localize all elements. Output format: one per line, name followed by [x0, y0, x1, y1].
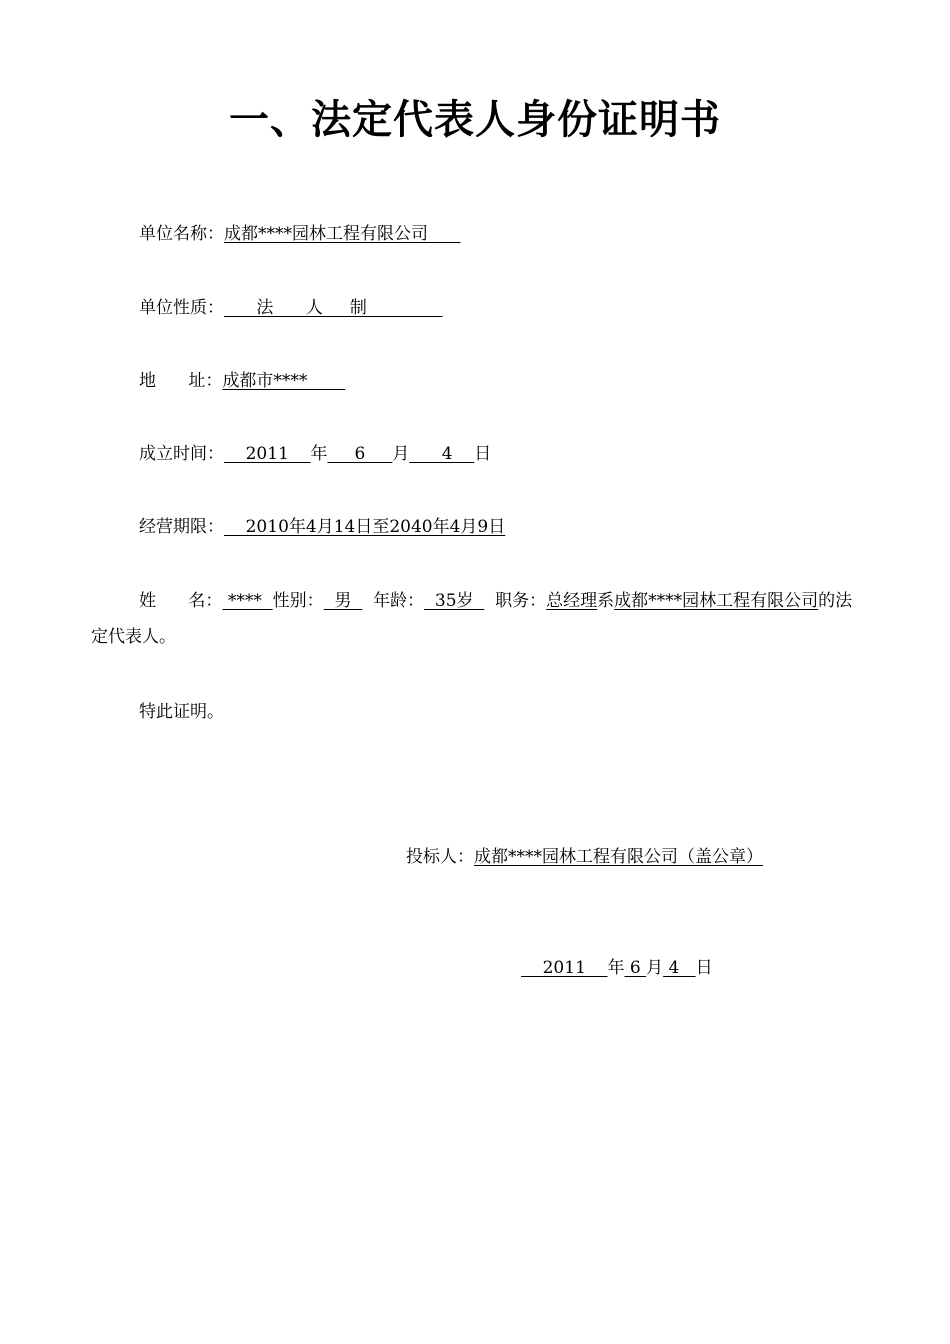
established-year: 2011 [224, 444, 311, 464]
unit-nature-row [139, 296, 443, 320]
sign-date-day-unit: 日 [695, 958, 713, 978]
certify-text: 特此证明。 [139, 702, 224, 722]
term-value: 2010年4月14日至2040年4月9日 [224, 517, 506, 537]
established-label: 成立时间： [139, 444, 224, 464]
address-value: 成都市**** [222, 371, 346, 391]
bidder-label: 投标人： [406, 847, 474, 867]
person-company-value: 成都****园林工程有限公司 [614, 591, 819, 611]
person-position-label: 职务： [484, 591, 547, 611]
bidder-row [406, 845, 763, 869]
sign-date-month-unit: 月 [646, 958, 664, 978]
term-row [139, 515, 505, 539]
established-year-unit: 年 [310, 444, 328, 464]
sign-date-year-unit: 年 [607, 958, 625, 978]
established-month: 6 [327, 444, 393, 464]
address-row [139, 369, 345, 393]
sign-date-month: 6 [624, 958, 647, 978]
person-name-value: **** [222, 591, 273, 611]
established-row [139, 442, 491, 466]
sign-date-day: 4 [663, 958, 696, 978]
sign-date-row [521, 956, 713, 980]
person-age-value: 35岁 [424, 591, 485, 611]
unit-name-label: 单位名称： [139, 224, 224, 244]
person-paragraph [91, 583, 861, 655]
bidder-value: 成都****园林工程有限公司（盖公章） [474, 847, 763, 867]
person-gender-value: 男 [323, 591, 363, 611]
sign-date-year: 2011 [521, 958, 608, 978]
person-age-label: 年龄： [362, 591, 425, 611]
term-label: 经营期限： [139, 517, 224, 537]
person-relation-text: 系 [597, 591, 615, 611]
unit-nature-value: 法 人 制 [224, 298, 443, 318]
person-suffix: 的法定代表人。 [91, 591, 853, 647]
unit-nature-label: 单位性质： [139, 298, 224, 318]
established-day-unit: 日 [474, 444, 492, 464]
person-gender-label: 性别： [272, 591, 324, 611]
page-title: 一、法定代表人身份证明书 [229, 97, 721, 143]
established-day: 4 [409, 444, 475, 464]
address-label: 地 址： [139, 371, 223, 391]
unit-name-row [139, 222, 460, 246]
unit-name-value: 成都****园林工程有限公司 [224, 224, 461, 244]
person-position-value: 总经理 [546, 591, 598, 611]
established-month-unit: 月 [392, 444, 410, 464]
person-name-label: 姓 名： [139, 591, 223, 611]
